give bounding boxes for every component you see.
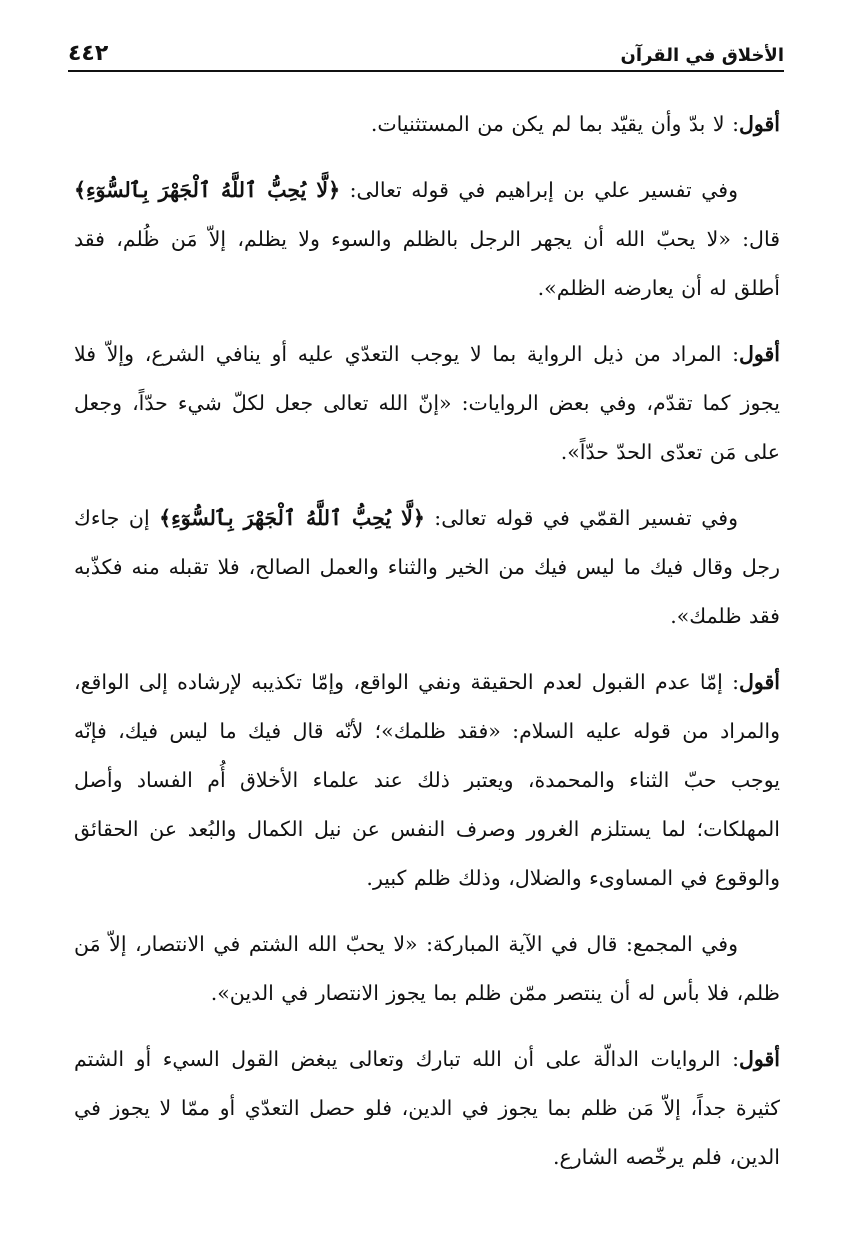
- page-header: [68, 30, 784, 72]
- paragraph-text: : الروايات الدالّة على أن الله تبارك وتعالى يبغض القول السيء أو الشتم كثيرة جداً، إلاّ مَن ظلم بما يجوز في الدين، فلو حصل التعدّي أو ممّا لا يجوز في الدين، فلم يرخّصه الشارع.: [74, 1047, 780, 1169]
- paragraph-text: وفي تفسير علي بن إبراهيم في قوله تعالى:: [340, 178, 738, 202]
- paragraph-lead: أقول: [739, 670, 780, 694]
- paragraph-7: [74, 1035, 780, 1182]
- paragraph-text: قال: «لا يحبّ الله أن يجهر الرجل بالظلم والسوء ولا يظلم، إلاّ مَن ظُلم، فقد أطلق له أن يعارضه الظلم».: [74, 227, 780, 300]
- paragraph-lead: أقول: [739, 1047, 780, 1071]
- paragraph-text: وفي المجمع: قال في الآية المباركة: «لا يحبّ الله الشتم في الانتصار، إلاّ مَن ظلم، فلا بأس له أن ينتصر ممّن ظلم بما يجوز الانتصار في الدين».: [74, 932, 780, 1005]
- paragraph-text: وفي تفسير القمّي في قوله تعالى:: [424, 506, 738, 530]
- paragraph-5: [74, 658, 780, 903]
- paragraph-3: [74, 330, 780, 477]
- running-title: الأخلاق في القرآن: [620, 45, 784, 66]
- paragraph-text: : المراد من ذيل الرواية بما لا يوجب التعدّي عليه أو ينافي الشرع، وإلاّ فلا يجوز كما تقدّم، وفي بعض الروايات: «إنّ الله تعالى جعل لكلّ شيء حدّاً، وجعل على مَن تعدّى الحدّ حدّاً».: [74, 342, 780, 464]
- paragraph-6: [74, 920, 780, 1018]
- paragraph-lead: أقول: [739, 112, 780, 136]
- paragraph-text: إن جاءك رجل وقال فيك ما ليس فيك من الخير والثناء والعمل الصالح، فلا تقبله منه فكذّبه فقد ظلمك».: [74, 506, 780, 628]
- quran-verse: ﴿لَّا يُحِبُّ ٱللَّهُ ٱلْجَهْرَ بِٱلسُّوٓءِ﴾: [74, 178, 341, 202]
- paragraph-lead: أقول: [739, 342, 780, 366]
- paragraph-1: [74, 100, 780, 149]
- page-body: [74, 100, 780, 1199]
- paragraph-4: [74, 494, 780, 641]
- paragraph-2: [74, 166, 780, 313]
- paragraph-text: : إمّا عدم القبول لعدم الحقيقة ونفي الواقع، وإمّا تكذيبه لإرشاده إلى الواقع، والمراد من قوله عليه السلام: «فقد ظلمك»؛ لأنّه قال فيك ما ليس فيك، فإنّه يوجب حبّ الثناء والمحمدة، ويعتبر ذلك عند علماء الأخلاق أُم الفساد وأصل المهلكات؛ لما يستلزم الغرور وصرف النفس عن نيل الكمال والبُعد عن الحقائق والوقوع في المساوىء والضلال، وذلك ظلم كبير.: [74, 670, 780, 890]
- quran-verse: ﴿لَّا يُحِبُّ ٱللَّهُ ٱلْجَهْرَ بِٱلسُّوٓءِ﴾: [159, 506, 425, 530]
- page-number: ٤٤٢: [68, 41, 109, 66]
- paragraph-text: : لا بدّ وأن يقيّد بما لم يكن من المستثنيات.: [370, 112, 740, 136]
